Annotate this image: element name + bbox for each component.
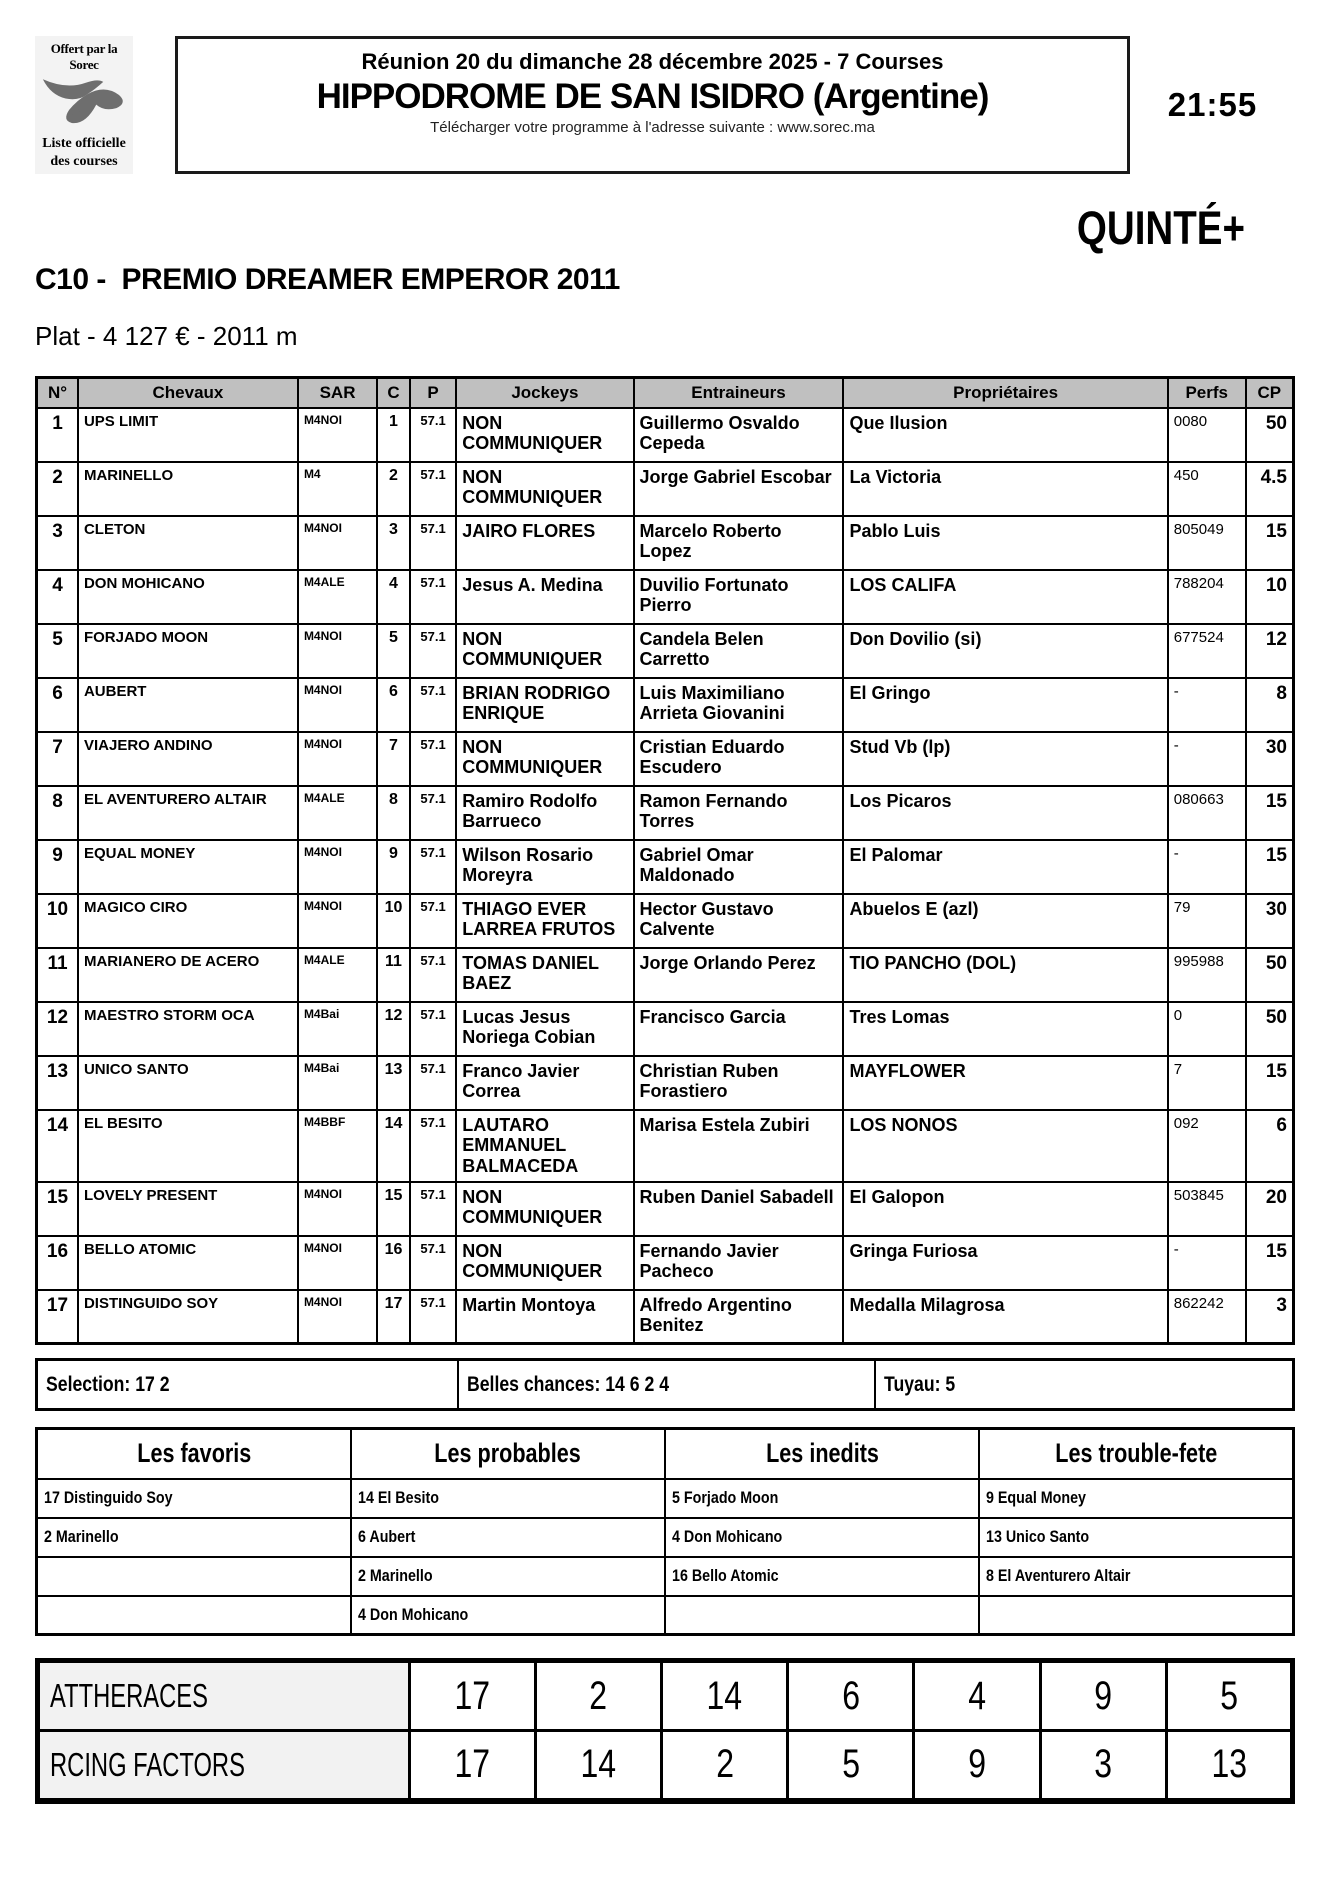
pronostic-horse-number-text: 2 [589,1673,608,1718]
horse-cp: 10 [1246,570,1294,624]
horse-row [37,678,1294,732]
pronostic-horse-number [914,1731,1040,1801]
jockey-name: BRIAN RODRIGO ENRIQUE [456,678,633,732]
horse-number: 15 [37,1182,78,1236]
selection-row [37,1360,1294,1410]
horse-name: UPS LIMIT [78,408,298,462]
horse-cp: 8 [1246,678,1294,732]
meeting-title: Réunion 20 du dimanche 28 décembre 2025 - 7 Courses [361,49,944,74]
col-header-c: C [377,378,410,408]
pronostic-horse-number-text: 4 [968,1673,986,1718]
picks-row [37,1557,1294,1596]
horse-name: AUBERT [78,678,298,732]
horse-sar: M4NOI [298,624,377,678]
trouble-fete-item-text: 9 Equal Money [986,1488,1087,1508]
horse-perfs: - [1168,1236,1246,1290]
pronostic-horse-number [1040,1661,1166,1731]
pronostic-source [38,1661,410,1731]
owner-name: Don Dovilio (si) [843,624,1167,678]
picks-row [37,1479,1294,1518]
owner-name: Tres Lomas [843,1002,1167,1056]
jockey-name: Wilson Rosario Moreyra [456,840,633,894]
trouble-fete-item [979,1518,1293,1557]
favori-item [37,1479,351,1518]
probable-item-text: 14 El Besito [357,1488,439,1508]
horse-corde: 2 [377,462,410,516]
horse-name: EQUAL MONEY [78,840,298,894]
owner-name: Que Ilusion [843,408,1167,462]
horse-sar: M4NOI [298,408,377,462]
horse-corde: 8 [377,786,410,840]
horse-corde: 14 [377,1110,410,1182]
pronostic-horse-number-text: 17 [454,1742,491,1787]
horse-perfs: 0 [1168,1002,1246,1056]
owner-name: El Gringo [843,678,1167,732]
horse-number: 13 [37,1056,78,1110]
logo-top-text: Offert par la Sorec [50,41,118,72]
horse-corde: 4 [377,570,410,624]
pronostic-horse-number [535,1731,661,1801]
jockey-name: NON COMMUNIQUER [456,408,633,462]
inedit-item [665,1479,979,1518]
selection-cell [37,1360,458,1410]
horse-poids: 57.1 [410,1290,457,1344]
horse-corde: 13 [377,1056,410,1110]
trainer-name: Luis Maximiliano Arrieta Giovanini [634,678,844,732]
inedit-item-text: 5 Forjado Moon [672,1488,779,1508]
belles-chances-cell [458,1360,875,1410]
horse-perfs: 862242 [1168,1290,1246,1344]
col-header-p: P [410,378,457,408]
trainer-name: Francisco Garcia [634,1002,844,1056]
horse-cp: 15 [1246,786,1294,840]
owner-name: TIO PANCHO (DOL) [843,948,1167,1002]
owner-name: LOS CALIFA [843,570,1167,624]
probable-item-text: 6 Aubert [357,1527,416,1547]
horse-poids: 57.1 [410,678,457,732]
pronostic-source-text: RCING FACTORS [50,1745,245,1783]
horse-corde: 16 [377,1236,410,1290]
horses-table-header [37,378,1294,408]
trainer-name: Fernando Javier Pacheco [634,1236,844,1290]
horse-number: 4 [37,570,78,624]
tuyau-cell [875,1360,1294,1410]
horse-perfs: - [1168,732,1246,786]
horse-sar: M4NOI [298,516,377,570]
horse-perfs: 503845 [1168,1182,1246,1236]
horse-number: 9 [37,840,78,894]
horse-corde: 11 [377,948,410,1002]
pronostic-horse-number [914,1661,1040,1731]
horse-sar: M4NOI [298,678,377,732]
horse-name: BELLO ATOMIC [78,1236,298,1290]
horse-name: MARIANERO DE ACERO [78,948,298,1002]
probable-item [351,1557,665,1596]
horse-poids: 57.1 [410,948,457,1002]
pronostic-horse-number [662,1731,788,1801]
pronostic-horse-number [1040,1731,1166,1801]
horse-row [37,840,1294,894]
col-header-sar: SAR [298,378,377,408]
horse-corde: 17 [377,1290,410,1344]
tuyau-text: Tuyau: 5 [883,1372,956,1396]
owner-name: Los Picaros [843,786,1167,840]
trainer-name: Marcelo Roberto Lopez [634,516,844,570]
horse-row [37,1002,1294,1056]
horse-name: EL AVENTURERO ALTAIR [78,786,298,840]
favori-item [37,1557,351,1596]
picks-table [35,1427,1295,1636]
race-conditions: Plat - 4 127 € - 2011 m [35,321,298,351]
horse-row [37,570,1294,624]
pronostic-source-text: ATTHERACES [50,1677,208,1715]
horse-name: MAGICO CIRO [78,894,298,948]
horse-number: 3 [37,516,78,570]
horse-row [37,1236,1294,1290]
horse-perfs: 450 [1168,462,1246,516]
horse-name: MARINELLO [78,462,298,516]
pronostic-horse-number-text: 9 [968,1742,986,1787]
horse-number: 17 [37,1290,78,1344]
horse-cp: 6 [1246,1110,1294,1182]
horse-corde: 10 [377,894,410,948]
horse-poids: 57.1 [410,570,457,624]
horse-number: 1 [37,408,78,462]
owner-name: El Galopon [843,1182,1167,1236]
horse-cp: 15 [1246,1236,1294,1290]
jockey-name: TOMAS DANIEL BAEZ [456,948,633,1002]
horse-poids: 57.1 [410,786,457,840]
jockey-name: NON COMMUNIQUER [456,462,633,516]
horse-poids: 57.1 [410,894,457,948]
trainer-name: Jorge Gabriel Escobar [634,462,844,516]
sorec-horse-icon [40,74,128,130]
pronostic-horse-number [788,1731,914,1801]
horse-cp: 15 [1246,1056,1294,1110]
horse-cp: 30 [1246,732,1294,786]
horse-sar: M4BBF [298,1110,377,1182]
horse-perfs: 995988 [1168,948,1246,1002]
horse-row [37,1182,1294,1236]
trainer-name: Jorge Orlando Perez [634,948,844,1002]
horse-number: 8 [37,786,78,840]
jockey-name: Ramiro Rodolfo Barrueco [456,786,633,840]
trainer-name: Cristian Eduardo Escudero [634,732,844,786]
selection-text: Selection: 17 2 [46,1372,170,1396]
horse-perfs: 677524 [1168,624,1246,678]
horse-cp: 30 [1246,894,1294,948]
owner-name: Pablo Luis [843,516,1167,570]
horse-number: 10 [37,894,78,948]
horse-row [37,516,1294,570]
jockey-name: NON COMMUNIQUER [456,1182,633,1236]
horse-corde: 12 [377,1002,410,1056]
jockey-name: NON COMMUNIQUER [456,624,633,678]
jockey-name: LAUTARO EMMANUEL BALMACEDA [456,1110,633,1182]
horse-sar: M4NOI [298,732,377,786]
horse-corde: 1 [377,408,410,462]
col-header-jockeys: Jockeys [456,378,633,408]
horse-number: 12 [37,1002,78,1056]
trainer-name: Alfredo Argentino Benitez [634,1290,844,1344]
pronostic-horse-number-text: 9 [1094,1673,1113,1718]
trainer-name: Guillermo Osvaldo Cepeda [634,408,844,462]
horse-sar: M4NOI [298,1290,377,1344]
col-header-favoris: Les favoris [37,1429,351,1479]
pronostic-horse-number [535,1661,661,1731]
horse-number: 2 [37,462,78,516]
horse-poids: 57.1 [410,1236,457,1290]
quinte-badge [35,200,1245,255]
horse-poids: 57.1 [410,1182,457,1236]
trainer-name: Candela Belen Carretto [634,624,844,678]
pronostic-horse-number-text: 14 [580,1742,617,1787]
horse-sar: M4NOI [298,1182,377,1236]
owner-name: LOS NONOS [843,1110,1167,1182]
horse-perfs: 080663 [1168,786,1246,840]
inedit-item [665,1518,979,1557]
col-header-inedits: Les inedits [665,1429,979,1479]
horse-name: VIAJERO ANDINO [78,732,298,786]
horse-perfs: - [1168,678,1246,732]
horse-cp: 50 [1246,408,1294,462]
horse-name: FORJADO MOON [78,624,298,678]
pronostic-horse-number-text: 14 [706,1673,743,1718]
horse-row [37,408,1294,462]
horse-row [37,732,1294,786]
pronostic-horse-number [1166,1661,1292,1731]
trouble-fete-item-text: 13 Unico Santo [986,1527,1090,1547]
picks-table-header [37,1429,1294,1479]
col-header-chevaux: Chevaux [78,378,298,408]
probable-item-text: 4 Don Mohicano [357,1604,469,1624]
horse-sar: M4ALE [298,786,377,840]
pronostic-horse-number [662,1661,788,1731]
pronostic-horse-number-text: 5 [1219,1673,1238,1718]
horse-number: 14 [37,1110,78,1182]
horse-perfs: 805049 [1168,516,1246,570]
horse-sar: M4 [298,462,377,516]
horse-row [37,1110,1294,1182]
col-header-trouble-fete: Les trouble-fete [979,1429,1293,1479]
horse-sar: M4NOI [298,894,377,948]
horse-cp: 15 [1246,516,1294,570]
col-header-probables: Les probables [351,1429,665,1479]
belles-chances-text: Belles chances: 14 6 2 4 [466,1372,669,1396]
logo-bottom-text-2: des courses [50,153,118,169]
horse-perfs: 0080 [1168,408,1246,462]
pronostic-horse-number-text: 6 [841,1673,860,1718]
owner-name: La Victoria [843,462,1167,516]
horse-poids: 57.1 [410,1056,457,1110]
trainer-name: Marisa Estela Zubiri [634,1110,844,1182]
jockey-name: NON COMMUNIQUER [456,1236,633,1290]
probable-item [351,1596,665,1635]
col-header-perfs: Perfs [1168,378,1246,408]
pronostic-row [38,1661,1293,1731]
horse-poids: 57.1 [410,840,457,894]
pronostic-horse-number [409,1731,535,1801]
horse-number: 7 [37,732,78,786]
owner-name: Medalla Milagrosa [843,1290,1167,1344]
trouble-fete-item-text: 8 El Aventurero Altair [986,1566,1131,1586]
horse-row [37,786,1294,840]
pronostic-horse-number [788,1661,914,1731]
horse-cp: 50 [1246,1002,1294,1056]
trainer-name: Christian Ruben Forastiero [634,1056,844,1110]
horse-poids: 57.1 [410,516,457,570]
horse-corde: 9 [377,840,410,894]
horse-name: CLETON [78,516,298,570]
horse-corde: 6 [377,678,410,732]
horse-number: 11 [37,948,78,1002]
picks-row [37,1518,1294,1557]
horse-perfs: 7 [1168,1056,1246,1110]
col-header-numero: N° [37,378,78,408]
horse-sar: M4ALE [298,570,377,624]
horse-poids: 57.1 [410,624,457,678]
trainer-name: Ramon Fernando Torres [634,786,844,840]
horse-poids: 57.1 [410,732,457,786]
probable-item [351,1479,665,1518]
horse-perfs: 092 [1168,1110,1246,1182]
quinte-badge-text: QUINTÉ+ [1076,201,1245,254]
pronostic-horse-number [1166,1731,1292,1801]
owner-name: El Palomar [843,840,1167,894]
pronostic-horse-number-text: 17 [454,1673,491,1718]
horse-name: EL BESITO [78,1110,298,1182]
trainer-name: Duvilio Fortunato Pierro [634,570,844,624]
horse-poids: 57.1 [410,462,457,516]
horse-row [37,1056,1294,1110]
jockey-name: Jesus A. Medina [456,570,633,624]
horse-poids: 57.1 [410,408,457,462]
jockey-name: Martin Montoya [456,1290,633,1344]
pronostic-horse-number-text: 13 [1211,1742,1247,1787]
trouble-fete-item [979,1557,1293,1596]
horse-perfs: 788204 [1168,570,1246,624]
picks-row [37,1596,1294,1635]
horse-cp: 4.5 [1246,462,1294,516]
favori-item-text: 2 Marinello [44,1527,119,1547]
logo-bottom-text-1: Liste officielle [42,136,126,151]
horse-sar: M4NOI [298,840,377,894]
horse-cp: 12 [1246,624,1294,678]
horse-corde: 5 [377,624,410,678]
horse-number: 16 [37,1236,78,1290]
horse-cp: 20 [1246,1182,1294,1236]
selection-table [35,1358,1295,1411]
trainer-name: Ruben Daniel Sabadell [634,1182,844,1236]
horse-poids: 57.1 [410,1002,457,1056]
favori-item-text: 17 Distinguido Soy [44,1488,173,1508]
inedit-item-text: 4 Don Mohicano [672,1527,783,1547]
probable-item-text: 2 Marinello [357,1566,433,1586]
owner-name: Gringa Furiosa [843,1236,1167,1290]
horse-row [37,462,1294,516]
race-time: 21:55 [1167,86,1258,123]
owner-name: MAYFLOWER [843,1056,1167,1110]
horse-name: UNICO SANTO [78,1056,298,1110]
pronostic-horse-number-text: 3 [1094,1742,1113,1787]
jockey-name: Franco Javier Correa [456,1056,633,1110]
inedit-item [665,1557,979,1596]
pronostic-horse-number-text: 5 [841,1742,860,1787]
jockey-name: Lucas Jesus Noriega Cobian [456,1002,633,1056]
horse-sar: M4ALE [298,948,377,1002]
col-header-entraineurs: Entraineurs [634,378,844,408]
horse-name: DON MOHICANO [78,570,298,624]
horse-perfs: - [1168,840,1246,894]
owner-name: Stud Vb (lp) [843,732,1167,786]
horse-sar: M4Bai [298,1002,377,1056]
trainer-name: Gabriel Omar Maldonado [634,840,844,894]
probable-item [351,1518,665,1557]
jockey-name: NON COMMUNIQUER [456,732,633,786]
hippodrome-title: HIPPODROME DE SAN ISIDRO (Argentine) [316,77,989,116]
horse-row [37,948,1294,1002]
col-header-proprietaires: Propriétaires [843,378,1167,408]
inedit-item-text: 16 Bello Atomic [672,1566,779,1586]
horse-sar: M4NOI [298,1236,377,1290]
sorec-logo [35,36,133,174]
horse-corde: 3 [377,516,410,570]
horse-row [37,894,1294,948]
pronostic-horse-number [409,1661,535,1731]
horse-cp: 3 [1246,1290,1294,1344]
page-header [35,36,1295,174]
trouble-fete-item [979,1596,1293,1635]
horse-cp: 50 [1246,948,1294,1002]
horse-name: DISTINGUIDO SOY [78,1290,298,1344]
pronostics-table [35,1658,1295,1804]
trouble-fete-item [979,1479,1293,1518]
trainer-name: Hector Gustavo Calvente [634,894,844,948]
jockey-name: JAIRO FLORES [456,516,633,570]
race-title: C10 - PREMIO DREAMER EMPEROR 2011 [35,263,620,296]
owner-name: Abuelos E (azl) [843,894,1167,948]
jockey-name: THIAGO EVER LARREA FRUTOS [456,894,633,948]
horse-cp: 15 [1246,840,1294,894]
favori-item [37,1518,351,1557]
pronostic-horse-number-text: 2 [715,1742,734,1787]
horse-perfs: 79 [1168,894,1246,948]
horse-corde: 7 [377,732,410,786]
horse-name: MAESTRO STORM OCA [78,1002,298,1056]
meeting-header-box [175,36,1130,174]
horse-number: 5 [37,624,78,678]
favori-item [37,1596,351,1635]
horse-row [37,1290,1294,1344]
pronostic-source [38,1731,410,1801]
inedit-item [665,1596,979,1635]
horse-corde: 15 [377,1182,410,1236]
horse-poids: 57.1 [410,1110,457,1182]
horse-sar: M4Bai [298,1056,377,1110]
horse-row [37,624,1294,678]
col-header-cp: CP [1246,378,1294,408]
horses-table [35,376,1295,1345]
pronostic-row [38,1731,1293,1801]
horse-name: LOVELY PRESENT [78,1182,298,1236]
download-note: Télécharger votre programme à l'adresse suivante : www.sorec.ma [430,119,875,136]
horse-number: 6 [37,678,78,732]
